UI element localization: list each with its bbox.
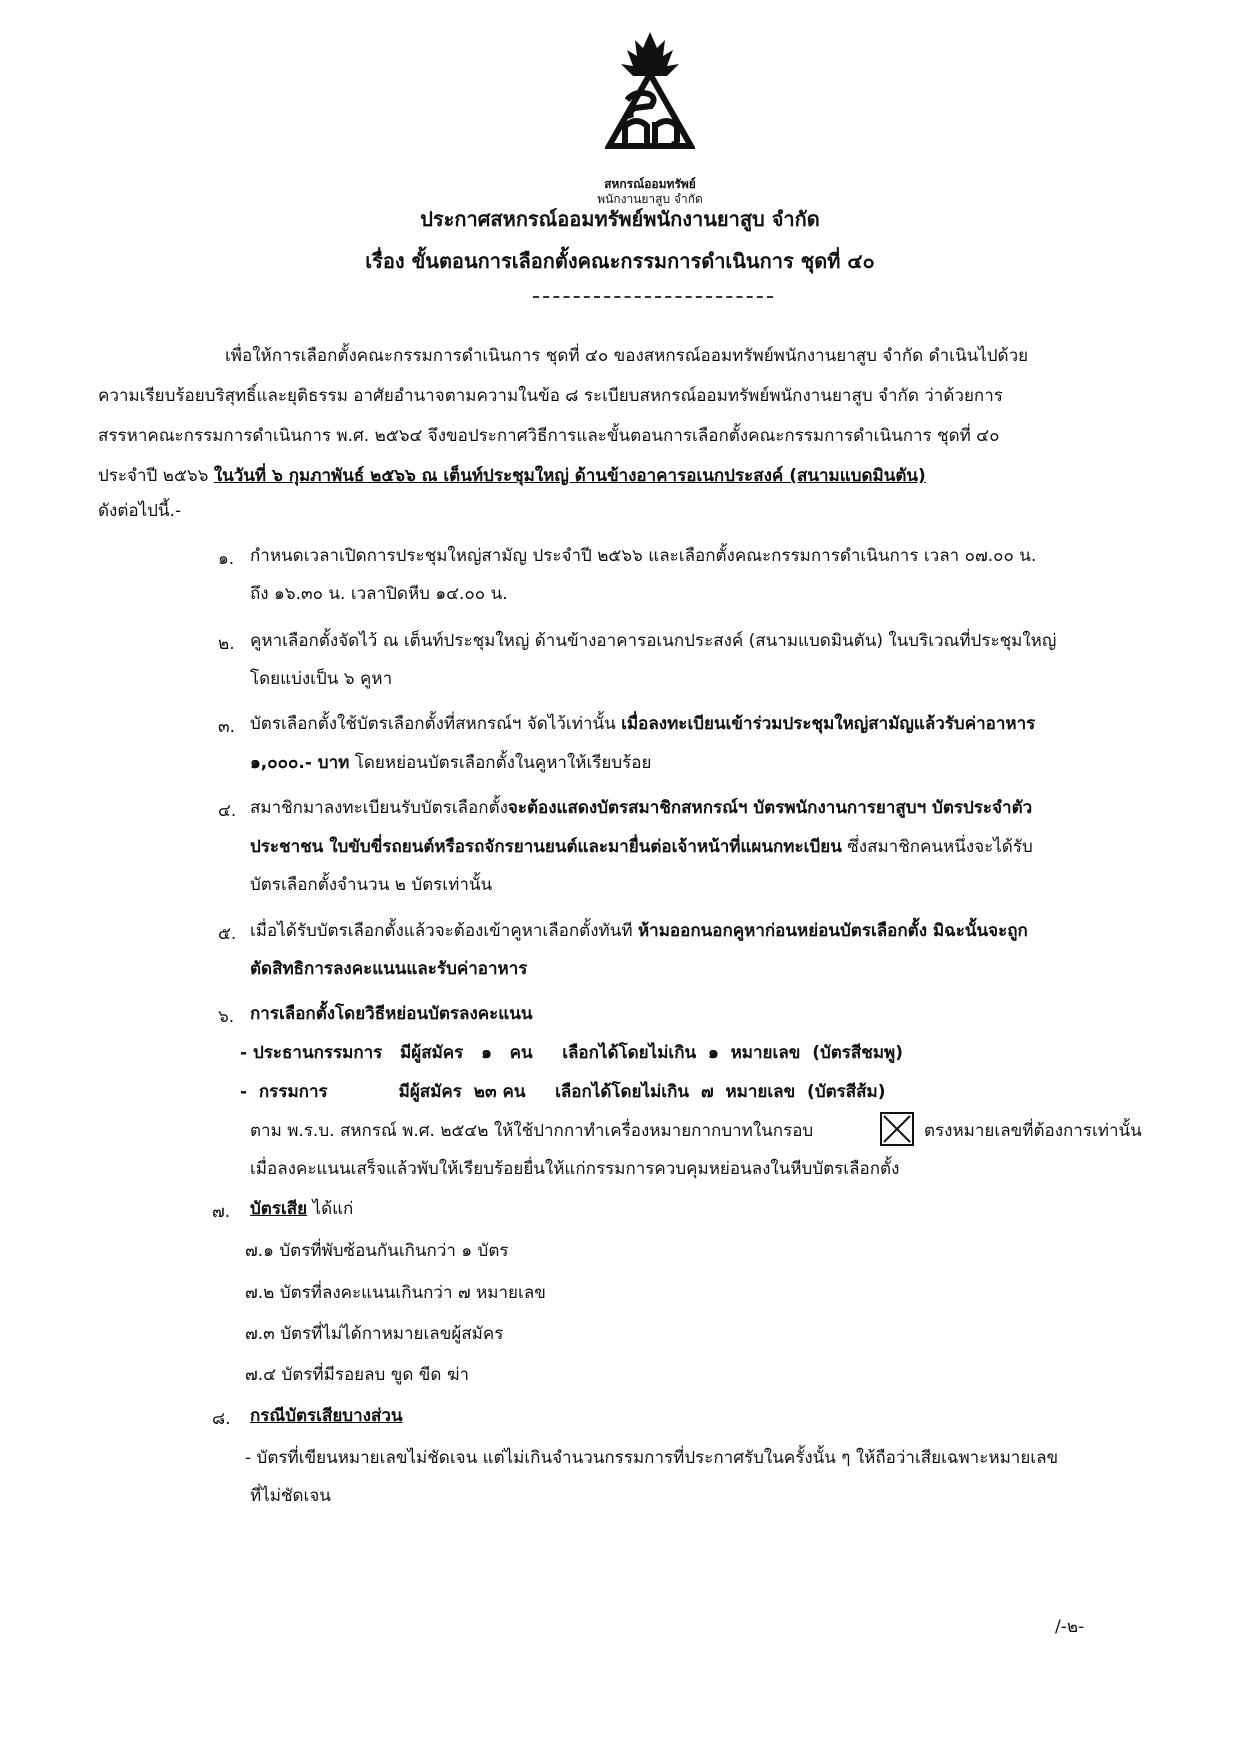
item-number-4: ๔. [218, 801, 237, 821]
page-number: /-๒- [1055, 1617, 1085, 1637]
item-6-instruction-left: ตาม พ.ร.บ. สหกรณ์ พ.ศ. ๒๕๔๒ ให้ใช้ปากกาทำเครื่องหมายกากบาทในกรอบ [250, 1121, 814, 1141]
intro-line-1: เพื่อให้การเลือกตั้งคณะกรรมการดำเนินการ ชุดที่ ๔๐ ของสหกรณ์ออมทรัพย์พนักงานยาสูบ จำกัด ดำเนินไปด้วย [225, 346, 1029, 366]
item-3-bold: เมื่อลงทะเบียนเข้าร่วมประชุมใหญ่สามัญแล้วรับค่าอาหาร [621, 714, 1036, 734]
item-7-3: ๗.๓ บัตรที่ไม่ได้กาหมายเลขผู้สมัคร [245, 1324, 504, 1344]
intro-year: ประจำปี ๒๕๖๖ [98, 466, 214, 486]
item-2-line-2: โดยแบ่งเป็น ๖ คูหา [250, 669, 393, 689]
item-4-line-1 [250, 797, 1032, 819]
item-6-heading: การเลือกตั้งโดยวิธีหย่อนบัตรลงคะแนน [250, 1004, 533, 1024]
item-5-text: เมื่อได้รับบัตรเลือกตั้งแล้วจะต้องเข้าคูหาเลือกตั้งทันที [250, 921, 638, 941]
logo-caption-line2: พนักงานยาสูบ จำกัด [597, 192, 703, 206]
item-4-text: สมาชิกมาลงทะเบียนรับบัตรเลือกตั้ง [250, 798, 508, 818]
item-7-heading [250, 1198, 353, 1220]
item-number-7: ๗. [212, 1202, 231, 1222]
item-6-president-row: - ประธานกรรมการ มีผู้สมัคร ๑ คน เลือกได้โดยไม่เกิน ๑ หมายเลข (บัตรสีชมพู) [240, 1043, 904, 1063]
item-number-5: ๕. [218, 924, 237, 944]
item-4-bold-2: ประชาชน ใบขับขี่รถยนต์หรือรถจักรยานยนต์และมายื่นต่อเจ้าหน้าที่แผนกทะเบียน [250, 837, 842, 857]
item-1-line-1: กำหนดเวลาเปิดการประชุมใหญ่สามัญ ประจำปี ๒๕๖๖ และเลือกตั้งคณะกรรมการดำเนินการ เวลา ๐๗.๐๐ น. [250, 546, 1037, 566]
item-4-line-2 [250, 836, 1033, 858]
item-8-line-2: ที่ไม่ชัดเจน [250, 1486, 331, 1506]
announcement-subject: เรื่อง ขั้นตอนการเลือกตั้งคณะกรรมการดำเนินการ ชุดที่ ๔๐ [365, 249, 875, 273]
item-6-committee-row: - กรรมการ มีผู้สมัคร ๒๓ คน เลือกได้โดยไม่เกิน ๗ หมายเลข (บัตรสีส้ม) [240, 1082, 886, 1102]
item-3-text-2: โดยหย่อนบัตรเลือกตั้งในคูหาให้เรียบร้อย [349, 753, 652, 773]
item-5-bold: ห้ามออกนอกคูหาก่อนหย่อนบัตรเลือกตั้ง มิฉะนั้นจะถูก [637, 921, 1028, 941]
item-2-line-1: คูหาเลือกตั้งจัดไว้ ณ เต็นท์ประชุมใหญ่ ด้านข้างอาคารอเนกประสงค์ (สนามแบดมินตัน) ในบริเวณที่ประชุมใหญ่ [250, 631, 1057, 651]
cooperative-emblem-icon [605, 30, 695, 175]
intro-date-venue: ในวันที่ ๖ กุมภาพันธ์ ๒๕๖๖ ณ เต็นท์ประชุมใหญ่ ด้านข้างอาคารอเนกประสงค์ (สนามแบดมินตัน) [213, 466, 926, 486]
item-4-text-2: ซึ่งสมาชิกคนหนึ่งจะได้รับ [841, 837, 1033, 857]
intro-line-4 [98, 465, 926, 487]
intro-line-2: ความเรียบร้อยบริสุทธิ์และยุติธรรม อาศัยอำนาจตามความในข้อ ๘ ระเบียบสหกรณ์ออมทรัพย์พนักงานยาสูบ จำกัด ว่าด้วยการ [98, 386, 1003, 406]
item-7-2: ๗.๒ บัตรที่ลงคะแนนเกินกว่า ๗ หมายเลข [245, 1283, 546, 1303]
meal-allowance: ๑,๐๐๐.- บาท [250, 753, 350, 773]
logo-caption-line1: สหกรณ์ออมทรัพย์ [604, 177, 696, 191]
item-3-text: บัตรเลือกตั้งใช้บัตรเลือกตั้งที่สหกรณ์ฯ จัดไว้เท่านั้น [250, 714, 622, 734]
item-number-6: ๖. [218, 1007, 235, 1027]
item-number-3: ๓. [218, 717, 236, 737]
announcement-title: ประกาศสหกรณ์ออมทรัพย์พนักงานยาสูบ จำกัด [420, 207, 820, 231]
item-8-heading: กรณีบัตรเสียบางส่วน [250, 1406, 403, 1426]
item-number-8: ๘. [212, 1409, 231, 1429]
item-7-1: ๗.๑ บัตรที่พับซ้อนกันเกินกว่า ๑ บัตร [245, 1241, 509, 1261]
item-8-line-1: - บัตรที่เขียนหมายเลขไม่ชัดเจน แต่ไม่เกินจำนวนกรรมการที่ประกาศรับในครั้งนั้น ๆ ให้ถือว่าเสียเฉพาะหมายเลข [245, 1448, 1059, 1468]
item-7-4: ๗.๔ บัตรที่มีรอยลบ ขูด ขีด ฆ่า [245, 1365, 470, 1385]
item-number-1: ๑. [218, 549, 235, 569]
cross-mark-box-icon [880, 1112, 914, 1146]
item-4-line-3: บัตรเลือกตั้งจำนวน ๒ บัตรเท่านั้น [250, 875, 493, 895]
item-1-line-2: ถึง ๑๖.๓๐ น. เวลาปิดหีบ ๑๔.๐๐ น. [250, 584, 508, 604]
item-5-line-2: ตัดสิทธิการลงคะแนนและรับค่าอาหาร [250, 959, 528, 979]
item-6-instruction-right: ตรงหมายเลขที่ต้องการเท่านั้น [924, 1121, 1142, 1141]
item-3-line-2 [250, 752, 651, 774]
item-3-line-1 [250, 713, 1035, 735]
item-7-text: ได้แก่ [307, 1199, 354, 1219]
item-4-bold: จะต้องแสดงบัตรสมาชิกสหกรณ์ฯ บัตรพนักงานการยาสูบฯ บัตรประจำตัว [507, 798, 1033, 818]
intro-line-5: ดังต่อไปนี้.- [98, 501, 182, 521]
invalid-ballot-label: บัตรเสีย [250, 1199, 308, 1219]
cooperative-logo [575, 30, 725, 206]
item-6-line-submit: เมื่อลงคะแนนเสร็จแล้วพับให้เรียบร้อยยื่นให้แก่กรรมการควบคุมหย่อนลงในหีบบัตรเลือกตั้ง [250, 1159, 900, 1179]
intro-line-3: สรรหาคณะกรรมการดำเนินการ พ.ศ. ๒๕๖๔ จึงขอประกาศวิธีการและขั้นตอนการเลือกตั้งคณะกรรมการดำเนินการ ชุดที่ ๔๐ [98, 426, 1000, 446]
item-5-line-1 [250, 920, 1028, 942]
item-number-2: ๒. [218, 634, 235, 654]
separator-line [533, 296, 773, 298]
